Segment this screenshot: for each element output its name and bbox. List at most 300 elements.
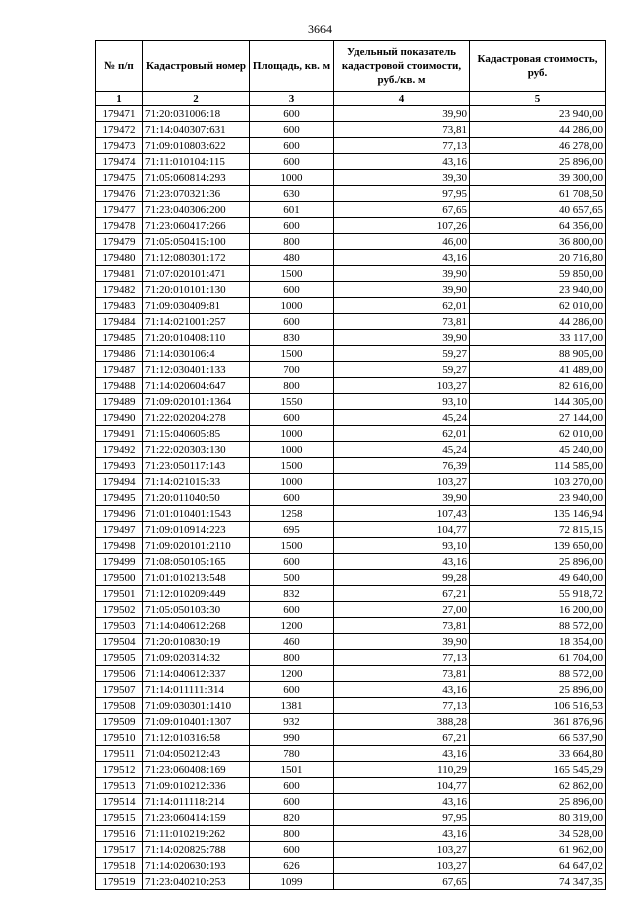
cadastral-value-cell: 72 815,15 <box>470 522 606 538</box>
table-row <box>96 794 606 810</box>
cadastral-value-cell: 106 516,53 <box>470 698 606 714</box>
cadastral-value-cell: 61 962,00 <box>470 842 606 858</box>
cadastral-number-cell: 71:12:010209:449 <box>143 586 250 602</box>
table-row <box>96 682 606 698</box>
cadastral-value-cell: 33 117,00 <box>470 330 606 346</box>
unit-value-cell: 43,16 <box>334 154 470 170</box>
area-cell: 695 <box>250 522 334 538</box>
table-row <box>96 538 606 554</box>
unit-value-cell: 43,16 <box>334 554 470 570</box>
unit-value-cell: 59,27 <box>334 362 470 378</box>
table-row <box>96 410 606 426</box>
row-number-cell: 179486 <box>96 346 143 362</box>
table-row <box>96 618 606 634</box>
area-cell: 600 <box>250 122 334 138</box>
area-cell: 780 <box>250 746 334 762</box>
area-cell: 601 <box>250 202 334 218</box>
area-cell: 600 <box>250 602 334 618</box>
cadastral-value-cell: 64 356,00 <box>470 218 606 234</box>
cadastral-value-cell: 61 704,00 <box>470 650 606 666</box>
area-cell: 1099 <box>250 874 334 890</box>
row-number-cell: 179511 <box>96 746 143 762</box>
table-row <box>96 138 606 154</box>
cadastral-value-cell: 82 616,00 <box>470 378 606 394</box>
table-row <box>96 378 606 394</box>
area-cell: 1500 <box>250 346 334 362</box>
unit-value-cell: 45,24 <box>334 442 470 458</box>
cadastral-number-cell: 71:05:060814:293 <box>143 170 250 186</box>
cadastral-number-cell: 71:22:020303:130 <box>143 442 250 458</box>
unit-value-cell: 103,27 <box>334 378 470 394</box>
row-number-cell: 179513 <box>96 778 143 794</box>
area-cell: 1501 <box>250 762 334 778</box>
area-cell: 932 <box>250 714 334 730</box>
unit-value-cell: 97,95 <box>334 186 470 202</box>
row-number-cell: 179505 <box>96 650 143 666</box>
unit-value-cell: 39,90 <box>334 330 470 346</box>
cadastral-number-cell: 71:14:021015:33 <box>143 474 250 490</box>
cadastral-number-cell: 71:14:040612:337 <box>143 666 250 682</box>
table-row <box>96 474 606 490</box>
row-number-cell: 179504 <box>96 634 143 650</box>
cadastral-value-cell: 23 940,00 <box>470 490 606 506</box>
cadastral-number-cell: 71:14:020604:647 <box>143 378 250 394</box>
cadastral-number-cell: 71:09:030301:1410 <box>143 698 250 714</box>
row-number-cell: 179512 <box>96 762 143 778</box>
table-row <box>96 506 606 522</box>
cadastral-value-cell: 62 010,00 <box>470 426 606 442</box>
unit-value-cell: 67,21 <box>334 586 470 602</box>
cadastral-number-cell: 71:09:030409:81 <box>143 298 250 314</box>
cadastral-value-cell: 25 896,00 <box>470 154 606 170</box>
row-number-cell: 179495 <box>96 490 143 506</box>
area-cell: 1200 <box>250 618 334 634</box>
row-number-cell: 179484 <box>96 314 143 330</box>
cadastral-value-cell: 25 896,00 <box>470 682 606 698</box>
unit-value-cell: 97,95 <box>334 810 470 826</box>
table-row <box>96 490 606 506</box>
area-cell: 1000 <box>250 426 334 442</box>
area-cell: 600 <box>250 554 334 570</box>
cadastral-value-cell: 16 200,00 <box>470 602 606 618</box>
cadastral-value-cell: 45 240,00 <box>470 442 606 458</box>
table-row <box>96 858 606 874</box>
row-number-cell: 179497 <box>96 522 143 538</box>
unit-value-cell: 67,65 <box>334 874 470 890</box>
cadastral-number-cell: 71:15:040605:85 <box>143 426 250 442</box>
area-cell: 1000 <box>250 442 334 458</box>
cadastral-number-cell: 71:23:050117:143 <box>143 458 250 474</box>
unit-value-cell: 39,90 <box>334 634 470 650</box>
cadastral-value-cell: 55 918,72 <box>470 586 606 602</box>
table-row <box>96 698 606 714</box>
cadastral-number-cell: 71:09:010212:336 <box>143 778 250 794</box>
cadastral-number-cell: 71:07:020101:471 <box>143 266 250 282</box>
row-number-cell: 179510 <box>96 730 143 746</box>
table-row <box>96 154 606 170</box>
area-cell: 480 <box>250 250 334 266</box>
row-number-cell: 179489 <box>96 394 143 410</box>
table-row <box>96 570 606 586</box>
cadastral-number-cell: 71:14:020825:788 <box>143 842 250 858</box>
cadastral-number-cell: 71:09:020314:32 <box>143 650 250 666</box>
header-row-number: № п/п <box>96 41 143 92</box>
cadastral-value-cell: 62 010,00 <box>470 298 606 314</box>
row-number-cell: 179519 <box>96 874 143 890</box>
area-cell: 600 <box>250 154 334 170</box>
cadastral-value-cell: 61 708,50 <box>470 186 606 202</box>
cadastral-number-cell: 71:05:050415:100 <box>143 234 250 250</box>
area-cell: 1200 <box>250 666 334 682</box>
cadastral-value-cell: 23 940,00 <box>470 106 606 122</box>
row-number-cell: 179480 <box>96 250 143 266</box>
table-row <box>96 122 606 138</box>
unit-value-cell: 104,77 <box>334 778 470 794</box>
area-cell: 1258 <box>250 506 334 522</box>
unit-value-cell: 45,24 <box>334 410 470 426</box>
cadastral-number-cell: 71:23:060408:169 <box>143 762 250 778</box>
unit-value-cell: 103,27 <box>334 858 470 874</box>
cadastral-value-cell: 23 940,00 <box>470 282 606 298</box>
cadastral-value-cell: 25 896,00 <box>470 794 606 810</box>
row-number-cell: 179503 <box>96 618 143 634</box>
unit-value-cell: 93,10 <box>334 394 470 410</box>
cadastral-number-cell: 71:23:070321:36 <box>143 186 250 202</box>
cadastral-value-cell: 135 146,94 <box>470 506 606 522</box>
row-number-cell: 179508 <box>96 698 143 714</box>
area-cell: 830 <box>250 330 334 346</box>
cadastral-number-cell: 71:11:010219:262 <box>143 826 250 842</box>
row-number-cell: 179476 <box>96 186 143 202</box>
cadastral-value-cell: 41 489,00 <box>470 362 606 378</box>
row-number-cell: 179491 <box>96 426 143 442</box>
unit-value-cell: 73,81 <box>334 314 470 330</box>
table-row <box>96 330 606 346</box>
unit-value-cell: 43,16 <box>334 794 470 810</box>
table-row <box>96 874 606 890</box>
row-number-cell: 179485 <box>96 330 143 346</box>
area-cell: 600 <box>250 282 334 298</box>
unit-value-cell: 103,27 <box>334 474 470 490</box>
area-cell: 1381 <box>250 698 334 714</box>
row-number-cell: 179473 <box>96 138 143 154</box>
cadastral-number-cell: 71:08:050105:165 <box>143 554 250 570</box>
unit-value-cell: 39,90 <box>334 282 470 298</box>
table-row <box>96 842 606 858</box>
cadastral-value-cell: 18 354,00 <box>470 634 606 650</box>
cadastral-number-cell: 71:22:020204:278 <box>143 410 250 426</box>
cadastral-number-cell: 71:12:010316:58 <box>143 730 250 746</box>
area-cell: 800 <box>250 234 334 250</box>
cadastral-value-cell: 66 537,90 <box>470 730 606 746</box>
row-number-cell: 179487 <box>96 362 143 378</box>
cadastral-value-cell: 139 650,00 <box>470 538 606 554</box>
unit-value-cell: 46,00 <box>334 234 470 250</box>
unit-value-cell: 39,90 <box>334 490 470 506</box>
cadastral-number-cell: 71:09:010401:1307 <box>143 714 250 730</box>
table-row <box>96 634 606 650</box>
table-row <box>96 666 606 682</box>
row-number-cell: 179517 <box>96 842 143 858</box>
cadastral-number-cell: 71:09:020101:1364 <box>143 394 250 410</box>
cadastral-value-cell: 64 647,02 <box>470 858 606 874</box>
table-row <box>96 394 606 410</box>
unit-value-cell: 73,81 <box>334 666 470 682</box>
header-area: Площадь, кв. м <box>250 41 334 92</box>
table-row <box>96 314 606 330</box>
cadastral-value-cell: 74 347,35 <box>470 874 606 890</box>
row-number-cell: 179472 <box>96 122 143 138</box>
unit-value-cell: 107,26 <box>334 218 470 234</box>
area-cell: 626 <box>250 858 334 874</box>
cadastral-value-cell: 44 286,00 <box>470 314 606 330</box>
unit-value-cell: 62,01 <box>334 298 470 314</box>
row-number-cell: 179475 <box>96 170 143 186</box>
area-cell: 700 <box>250 362 334 378</box>
page-number: 3664 <box>308 22 332 36</box>
row-number-cell: 179477 <box>96 202 143 218</box>
cadastral-number-cell: 71:12:080301:172 <box>143 250 250 266</box>
unit-value-cell: 43,16 <box>334 682 470 698</box>
cadastral-value-cell: 44 286,00 <box>470 122 606 138</box>
cadastral-number-cell: 71:04:050212:43 <box>143 746 250 762</box>
area-cell: 1000 <box>250 298 334 314</box>
cadastral-value-cell: 40 657,65 <box>470 202 606 218</box>
column-number: 1 <box>96 92 143 106</box>
row-number-cell: 179483 <box>96 298 143 314</box>
area-cell: 460 <box>250 634 334 650</box>
cadastral-number-cell: 71:20:010830:19 <box>143 634 250 650</box>
row-number-cell: 179500 <box>96 570 143 586</box>
row-number-cell: 179493 <box>96 458 143 474</box>
unit-value-cell: 59,27 <box>334 346 470 362</box>
unit-value-cell: 67,21 <box>334 730 470 746</box>
cadastral-value-cell: 25 896,00 <box>470 554 606 570</box>
cadastral-value-cell: 103 270,00 <box>470 474 606 490</box>
area-cell: 600 <box>250 314 334 330</box>
table-row <box>96 746 606 762</box>
cadastral-number-cell: 71:23:060414:159 <box>143 810 250 826</box>
column-number-row <box>96 92 606 106</box>
table-row <box>96 298 606 314</box>
table-row <box>96 426 606 442</box>
header-row <box>96 41 606 92</box>
table-row <box>96 186 606 202</box>
cadastral-number-cell: 71:01:010213:548 <box>143 570 250 586</box>
table-row <box>96 554 606 570</box>
area-cell: 832 <box>250 586 334 602</box>
table-row <box>96 234 606 250</box>
cadastral-number-cell: 71:14:030106:4 <box>143 346 250 362</box>
cadastral-number-cell: 71:12:030401:133 <box>143 362 250 378</box>
unit-value-cell: 39,90 <box>334 106 470 122</box>
unit-value-cell: 103,27 <box>334 842 470 858</box>
cadastral-value-cell: 88 572,00 <box>470 666 606 682</box>
area-cell: 500 <box>250 570 334 586</box>
cadastral-number-cell: 71:11:010104:115 <box>143 154 250 170</box>
cadastral-number-cell: 71:09:010914:223 <box>143 522 250 538</box>
area-cell: 1000 <box>250 170 334 186</box>
unit-value-cell: 43,16 <box>334 250 470 266</box>
cadastral-value-cell: 62 862,00 <box>470 778 606 794</box>
cadastral-number-cell: 71:23:040210:253 <box>143 874 250 890</box>
cadastral-value-cell: 88 572,00 <box>470 618 606 634</box>
cadastral-value-cell: 36 800,00 <box>470 234 606 250</box>
unit-value-cell: 104,77 <box>334 522 470 538</box>
table-row <box>96 106 606 122</box>
cadastral-value-cell: 20 716,80 <box>470 250 606 266</box>
cadastral-value-cell: 88 905,00 <box>470 346 606 362</box>
table-row <box>96 218 606 234</box>
unit-value-cell: 73,81 <box>334 122 470 138</box>
cadastral-number-cell: 71:01:010401:1543 <box>143 506 250 522</box>
unit-value-cell: 27,00 <box>334 602 470 618</box>
column-number: 3 <box>250 92 334 106</box>
cadastral-value-cell: 34 528,00 <box>470 826 606 842</box>
area-cell: 630 <box>250 186 334 202</box>
row-number-cell: 179509 <box>96 714 143 730</box>
table-row <box>96 442 606 458</box>
unit-value-cell: 67,65 <box>334 202 470 218</box>
cadastral-number-cell: 71:05:050103:30 <box>143 602 250 618</box>
cadastral-number-cell: 71:23:040306:200 <box>143 202 250 218</box>
row-number-cell: 179506 <box>96 666 143 682</box>
header-cadastral-number: Кадастровый номер <box>143 41 250 92</box>
unit-value-cell: 77,13 <box>334 698 470 714</box>
table-row <box>96 458 606 474</box>
area-cell: 800 <box>250 378 334 394</box>
cadastral-table <box>95 40 606 890</box>
area-cell: 600 <box>250 842 334 858</box>
table-row <box>96 602 606 618</box>
table-row <box>96 362 606 378</box>
column-number: 2 <box>143 92 250 106</box>
table-row <box>96 778 606 794</box>
cadastral-number-cell: 71:14:021001:257 <box>143 314 250 330</box>
row-number-cell: 179507 <box>96 682 143 698</box>
unit-value-cell: 99,28 <box>334 570 470 586</box>
row-number-cell: 179498 <box>96 538 143 554</box>
row-number-cell: 179478 <box>96 218 143 234</box>
row-number-cell: 179516 <box>96 826 143 842</box>
table-body <box>96 106 606 890</box>
area-cell: 800 <box>250 650 334 666</box>
area-cell: 600 <box>250 490 334 506</box>
table-row <box>96 202 606 218</box>
area-cell: 600 <box>250 682 334 698</box>
table-row <box>96 282 606 298</box>
cadastral-number-cell: 71:20:011040:50 <box>143 490 250 506</box>
area-cell: 800 <box>250 826 334 842</box>
table-row <box>96 170 606 186</box>
cadastral-value-cell: 33 664,80 <box>470 746 606 762</box>
area-cell: 1500 <box>250 538 334 554</box>
cadastral-number-cell: 71:14:011111:314 <box>143 682 250 698</box>
area-cell: 820 <box>250 810 334 826</box>
table-row <box>96 730 606 746</box>
cadastral-number-cell: 71:09:020101:2110 <box>143 538 250 554</box>
column-number: 5 <box>470 92 606 106</box>
row-number-cell: 179481 <box>96 266 143 282</box>
table-row <box>96 522 606 538</box>
header-unit-value: Удельный показатель кадастровой стоимости, руб./кв. м <box>334 41 470 92</box>
unit-value-cell: 388,28 <box>334 714 470 730</box>
row-number-cell: 179471 <box>96 106 143 122</box>
area-cell: 600 <box>250 106 334 122</box>
area-cell: 1000 <box>250 474 334 490</box>
row-number-cell: 179514 <box>96 794 143 810</box>
cadastral-number-cell: 71:09:010803:622 <box>143 138 250 154</box>
cadastral-number-cell: 71:23:060417:266 <box>143 218 250 234</box>
cadastral-value-cell: 114 585,00 <box>470 458 606 474</box>
row-number-cell: 179501 <box>96 586 143 602</box>
table-row <box>96 650 606 666</box>
unit-value-cell: 93,10 <box>334 538 470 554</box>
cadastral-value-cell: 39 300,00 <box>470 170 606 186</box>
row-number-cell: 179488 <box>96 378 143 394</box>
row-number-cell: 179496 <box>96 506 143 522</box>
row-number-cell: 179482 <box>96 282 143 298</box>
table-row <box>96 810 606 826</box>
table-row <box>96 762 606 778</box>
cadastral-number-cell: 71:20:010101:130 <box>143 282 250 298</box>
table-row <box>96 250 606 266</box>
cadastral-value-cell: 361 876,96 <box>470 714 606 730</box>
unit-value-cell: 62,01 <box>334 426 470 442</box>
unit-value-cell: 39,30 <box>334 170 470 186</box>
row-number-cell: 179479 <box>96 234 143 250</box>
table-row <box>96 346 606 362</box>
cadastral-number-cell: 71:20:010408:110 <box>143 330 250 346</box>
unit-value-cell: 76,39 <box>334 458 470 474</box>
cadastral-number-cell: 71:14:011118:214 <box>143 794 250 810</box>
cadastral-value-cell: 80 319,00 <box>470 810 606 826</box>
table-row <box>96 714 606 730</box>
cadastral-value-cell: 27 144,00 <box>470 410 606 426</box>
area-cell: 600 <box>250 778 334 794</box>
row-number-cell: 179492 <box>96 442 143 458</box>
row-number-cell: 179499 <box>96 554 143 570</box>
unit-value-cell: 77,13 <box>334 138 470 154</box>
unit-value-cell: 43,16 <box>334 826 470 842</box>
row-number-cell: 179515 <box>96 810 143 826</box>
header-cadastral-value: Кадастровая стоимость, руб. <box>470 41 606 92</box>
unit-value-cell: 43,16 <box>334 746 470 762</box>
cadastral-number-cell: 71:14:040307:631 <box>143 122 250 138</box>
area-cell: 600 <box>250 138 334 154</box>
cadastral-value-cell: 49 640,00 <box>470 570 606 586</box>
row-number-cell: 179518 <box>96 858 143 874</box>
cadastral-value-cell: 144 305,00 <box>470 394 606 410</box>
row-number-cell: 179474 <box>96 154 143 170</box>
area-cell: 990 <box>250 730 334 746</box>
unit-value-cell: 73,81 <box>334 618 470 634</box>
row-number-cell: 179490 <box>96 410 143 426</box>
area-cell: 1500 <box>250 266 334 282</box>
unit-value-cell: 77,13 <box>334 650 470 666</box>
area-cell: 600 <box>250 218 334 234</box>
cadastral-number-cell: 71:14:020630:193 <box>143 858 250 874</box>
cadastral-value-cell: 165 545,29 <box>470 762 606 778</box>
area-cell: 1550 <box>250 394 334 410</box>
row-number-cell: 179502 <box>96 602 143 618</box>
unit-value-cell: 39,90 <box>334 266 470 282</box>
cadastral-value-cell: 59 850,00 <box>470 266 606 282</box>
cadastral-number-cell: 71:14:040612:268 <box>143 618 250 634</box>
area-cell: 600 <box>250 794 334 810</box>
unit-value-cell: 110,29 <box>334 762 470 778</box>
table-row <box>96 586 606 602</box>
